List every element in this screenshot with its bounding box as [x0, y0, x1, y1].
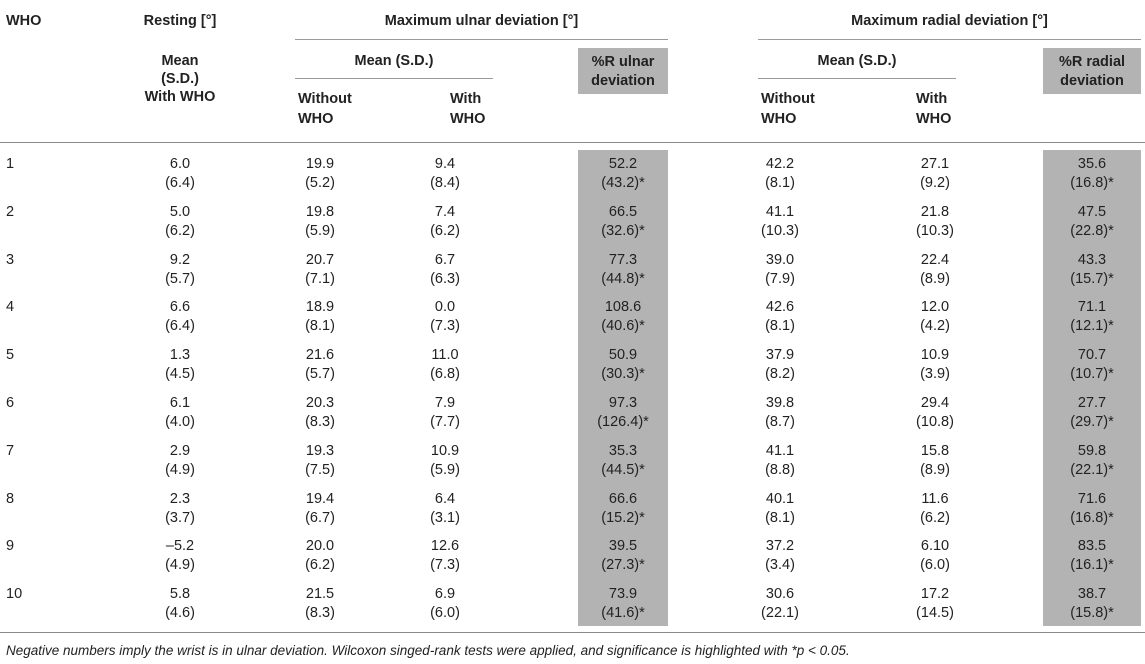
cell-resting-mean: –5.2 [165, 538, 195, 555]
cell-ulnar-pct-mean: 73.9 [608, 586, 638, 603]
cell-radial-without-mean: 39.0 [765, 251, 795, 268]
cell-ulnar-with-mean: 12.6 [430, 538, 460, 555]
cell-ulnar-without-sd: (5.2) [305, 175, 335, 191]
rule-table-bottom [0, 632, 1145, 633]
header-ulnar-without-2: WHO [298, 111, 334, 127]
header-max-ulnar: Maximum ulnar deviation [°] [384, 13, 579, 29]
cell-radial-without-sd: (10.3) [761, 222, 799, 239]
cell-resting-mean: 6.0 [169, 156, 191, 172]
cell-ulnar-pct-sd: (30.3)* [601, 366, 645, 383]
cell-ulnar-without-mean: 20.0 [305, 538, 335, 555]
cell-radial-with-mean: 6.10 [920, 538, 950, 555]
cell-ulnar-pct-mean: 97.3 [608, 395, 638, 411]
cell-ulnar-without-mean: 19.3 [305, 442, 335, 459]
cell-radial-pct-sd: (15.8)* [1070, 605, 1114, 622]
cell-ulnar-with-sd: (8.4) [430, 175, 460, 191]
cell-radial-without-sd: (7.9) [765, 270, 795, 287]
cell-radial-pct-mean: 83.5 [1077, 538, 1107, 555]
cell-ulnar-with-mean: 6.7 [434, 251, 456, 268]
rule-radial-mean [758, 78, 956, 79]
cell-ulnar-pct-sd: (44.8)* [601, 270, 645, 287]
header-resting-with-who: With WHO [144, 89, 216, 105]
cell-ulnar-without-sd: (8.3) [305, 414, 335, 430]
cell-radial-pct-mean: 71.1 [1077, 299, 1107, 316]
header-max-radial: Maximum radial deviation [°] [851, 13, 1048, 29]
cell-ulnar-with-mean: 11.0 [431, 347, 459, 364]
cell-resting-sd: (6.4) [165, 318, 195, 335]
cell-resting-mean: 5.0 [169, 203, 191, 220]
cell-radial-without-sd: (22.1) [761, 605, 799, 622]
cell-radial-with-sd: (6.0) [920, 557, 950, 574]
cell-ulnar-pct-mean: 35.3 [608, 442, 638, 459]
cell-radial-with-sd: (4.2) [920, 318, 950, 335]
row-who-label: 1 [6, 156, 15, 172]
cell-ulnar-without-sd: (7.1) [305, 270, 335, 287]
cell-ulnar-with-mean: 0.0 [434, 299, 456, 316]
header-resting: Resting [°] [143, 13, 217, 29]
cell-ulnar-pct-mean: 66.6 [608, 490, 638, 507]
row-who-label: 8 [6, 490, 15, 507]
cell-ulnar-pct-sd: (41.6)* [601, 605, 645, 622]
cell-radial-with-sd: (8.9) [920, 270, 950, 287]
cell-ulnar-without-mean: 20.3 [305, 395, 335, 411]
cell-ulnar-without-sd: (7.5) [305, 461, 335, 478]
cell-radial-without-sd: (8.1) [765, 175, 795, 191]
cell-ulnar-with-sd: (6.8) [430, 366, 460, 383]
cell-radial-with-sd: (9.2) [920, 175, 950, 191]
cell-radial-pct-sd: (16.8)* [1070, 175, 1114, 191]
cell-ulnar-with-mean: 10.9 [430, 442, 460, 459]
cell-resting-sd: (4.9) [165, 557, 195, 574]
cell-radial-pct-mean: 59.8 [1077, 442, 1107, 459]
row-who-label: 7 [6, 442, 15, 459]
cell-radial-with-mean: 29.4 [920, 395, 950, 411]
header-pct-radial-1: %R radial [1058, 54, 1126, 70]
cell-radial-pct-mean: 70.7 [1077, 347, 1107, 364]
cell-ulnar-pct-sd: (43.2)* [601, 175, 645, 191]
cell-radial-pct-mean: 27.7 [1077, 395, 1107, 411]
footnote: Negative numbers imply the wrist is in ulnar deviation. Wilcoxon singed-rank tests were applied, and significance is highlighted with *p < 0.05. [6, 643, 850, 658]
cell-radial-with-sd: (3.9) [920, 366, 950, 383]
header-radial-mean-sd: Mean (S.D.) [817, 53, 897, 69]
cell-ulnar-with-sd: (7.3) [430, 318, 460, 335]
cell-radial-without-sd: (8.2) [765, 366, 795, 383]
header-ulnar-with-1: With [450, 91, 482, 107]
cell-ulnar-pct-sd: (15.2)* [601, 509, 645, 526]
header-radial-without-1: Without [761, 91, 815, 107]
cell-radial-with-mean: 22.4 [920, 251, 950, 268]
header-pct-ulnar-2: deviation [591, 73, 655, 89]
cell-radial-with-sd: (10.8) [916, 414, 954, 430]
cell-resting-sd: (6.4) [165, 175, 195, 191]
cell-ulnar-with-sd: (6.3) [430, 270, 460, 287]
row-who-label: 10 [6, 586, 23, 603]
cell-radial-without-sd: (8.1) [765, 509, 795, 526]
cell-resting-mean: 2.3 [169, 490, 191, 507]
cell-ulnar-pct-mean: 77.3 [608, 251, 638, 268]
cell-ulnar-pct-sd: (40.6)* [601, 318, 645, 335]
header-ulnar-without-1: Without [298, 91, 352, 107]
cell-ulnar-without-sd: (5.9) [305, 222, 335, 239]
cell-radial-with-mean: 12.0 [920, 299, 950, 316]
cell-resting-sd: (5.7) [165, 270, 195, 287]
header-radial-without-2: WHO [761, 111, 797, 127]
cell-ulnar-pct-mean: 108.6 [604, 299, 642, 316]
row-who-label: 4 [6, 299, 15, 316]
cell-radial-with-sd: (10.3) [916, 222, 954, 239]
cell-radial-pct-mean: 43.3 [1077, 251, 1107, 268]
cell-resting-sd: (4.6) [165, 605, 195, 622]
cell-ulnar-without-mean: 20.7 [305, 251, 335, 268]
cell-ulnar-without-mean: 21.6 [305, 347, 335, 364]
cell-radial-with-mean: 11.6 [921, 490, 949, 507]
cell-radial-pct-sd: (16.1)* [1070, 557, 1114, 574]
cell-resting-sd: (4.0) [165, 414, 195, 430]
cell-radial-pct-mean: 35.6 [1077, 156, 1107, 172]
cell-ulnar-with-sd: (7.3) [430, 557, 460, 574]
rule-header-bottom [0, 142, 1145, 143]
header-radial-with-2: WHO [916, 111, 952, 127]
cell-ulnar-without-sd: (8.1) [305, 318, 335, 335]
cell-radial-without-sd: (8.8) [765, 461, 795, 478]
cell-ulnar-without-sd: (8.3) [305, 605, 335, 622]
cell-resting-sd: (4.9) [165, 461, 195, 478]
cell-radial-with-sd: (6.2) [920, 509, 950, 526]
cell-ulnar-without-mean: 19.9 [305, 156, 335, 172]
cell-ulnar-without-mean: 18.9 [305, 299, 335, 316]
cell-radial-without-mean: 41.1 [765, 442, 795, 459]
cell-resting-mean: 6.1 [169, 395, 191, 411]
cell-radial-without-mean: 40.1 [765, 490, 795, 507]
cell-ulnar-pct-mean: 66.5 [608, 203, 638, 220]
cell-ulnar-pct-sd: (32.6)* [601, 222, 645, 239]
cell-radial-with-mean: 21.8 [920, 203, 950, 220]
cell-radial-pct-sd: (16.8)* [1070, 509, 1114, 526]
cell-radial-without-mean: 42.6 [765, 299, 795, 316]
cell-ulnar-without-sd: (6.7) [305, 509, 335, 526]
cell-resting-sd: (3.7) [165, 509, 195, 526]
cell-radial-with-mean: 27.1 [920, 156, 950, 172]
row-who-label: 6 [6, 395, 15, 411]
cell-ulnar-with-mean: 6.4 [434, 490, 456, 507]
cell-ulnar-with-mean: 7.4 [434, 203, 456, 220]
cell-radial-without-mean: 41.1 [765, 203, 795, 220]
header-ulnar-mean-sd: Mean (S.D.) [354, 53, 434, 69]
header-resting-sd: (S.D.) [161, 71, 199, 87]
cell-resting-mean: 9.2 [169, 251, 191, 268]
cell-ulnar-with-sd: (6.2) [430, 222, 460, 239]
cell-ulnar-without-mean: 21.5 [305, 586, 335, 603]
cell-radial-without-mean: 30.6 [765, 586, 795, 603]
cell-ulnar-without-sd: (6.2) [305, 557, 335, 574]
header-radial-with-1: With [916, 91, 948, 107]
cell-ulnar-pct-mean: 50.9 [608, 347, 638, 364]
rule-ulnar-mean [295, 78, 493, 79]
cell-ulnar-with-sd: (7.7) [430, 414, 460, 430]
cell-radial-pct-mean: 38.7 [1077, 586, 1107, 603]
cell-radial-pct-sd: (29.7)* [1070, 414, 1114, 430]
cell-resting-mean: 1.3 [169, 347, 191, 364]
row-who-label: 2 [6, 203, 15, 220]
row-who-label: 9 [6, 538, 15, 555]
header-resting-mean: Mean [161, 53, 199, 69]
cell-radial-with-sd: (14.5) [916, 605, 954, 622]
row-who-label: 5 [6, 347, 15, 364]
cell-radial-pct-sd: (12.1)* [1070, 318, 1114, 335]
header-who: WHO [6, 13, 42, 29]
cell-radial-pct-mean: 47.5 [1077, 203, 1107, 220]
cell-ulnar-pct-sd: (44.5)* [601, 461, 645, 478]
cell-radial-with-mean: 10.9 [920, 347, 950, 364]
cell-radial-pct-sd: (10.7)* [1070, 366, 1114, 383]
cell-ulnar-with-mean: 7.9 [434, 395, 456, 411]
cell-radial-without-mean: 39.8 [765, 395, 795, 411]
cell-resting-mean: 2.9 [169, 442, 191, 459]
cell-radial-pct-mean: 71.6 [1077, 490, 1107, 507]
cell-resting-mean: 6.6 [169, 299, 191, 316]
cell-radial-without-sd: (8.7) [765, 414, 795, 430]
cell-ulnar-with-sd: (3.1) [430, 509, 460, 526]
cell-radial-pct-sd: (22.1)* [1070, 461, 1114, 478]
rule-ulnar-group [295, 39, 668, 40]
cell-radial-without-sd: (3.4) [765, 557, 795, 574]
cell-ulnar-without-mean: 19.8 [305, 203, 335, 220]
cell-resting-mean: 5.8 [169, 586, 191, 603]
cell-radial-with-mean: 15.8 [920, 442, 950, 459]
cell-radial-without-mean: 37.2 [765, 538, 795, 555]
cell-resting-sd: (4.5) [165, 366, 195, 383]
rule-radial-group [758, 39, 1141, 40]
cell-radial-pct-sd: (22.8)* [1070, 222, 1114, 239]
cell-radial-pct-sd: (15.7)* [1070, 270, 1114, 287]
cell-radial-with-sd: (8.9) [920, 461, 950, 478]
cell-ulnar-without-mean: 19.4 [305, 490, 335, 507]
cell-resting-sd: (6.2) [165, 222, 195, 239]
cell-ulnar-pct-sd: (27.3)* [601, 557, 645, 574]
cell-radial-without-mean: 37.9 [765, 347, 795, 364]
header-pct-radial-2: deviation [1060, 73, 1124, 89]
cell-ulnar-with-sd: (5.9) [430, 461, 460, 478]
cell-radial-with-mean: 17.2 [920, 586, 950, 603]
cell-radial-without-sd: (8.1) [765, 318, 795, 335]
header-pct-ulnar-1: %R ulnar [591, 54, 655, 70]
cell-radial-without-mean: 42.2 [765, 156, 795, 172]
cell-ulnar-with-mean: 6.9 [434, 586, 456, 603]
cell-ulnar-with-mean: 9.4 [434, 156, 456, 172]
cell-ulnar-pct-mean: 39.5 [608, 538, 638, 555]
cell-ulnar-pct-mean: 52.2 [608, 156, 638, 172]
row-who-label: 3 [6, 251, 15, 268]
header-ulnar-with-2: WHO [450, 111, 486, 127]
cell-ulnar-without-sd: (5.7) [305, 366, 335, 383]
cell-ulnar-pct-sd: (126.4)* [597, 414, 649, 430]
cell-ulnar-with-sd: (6.0) [430, 605, 460, 622]
